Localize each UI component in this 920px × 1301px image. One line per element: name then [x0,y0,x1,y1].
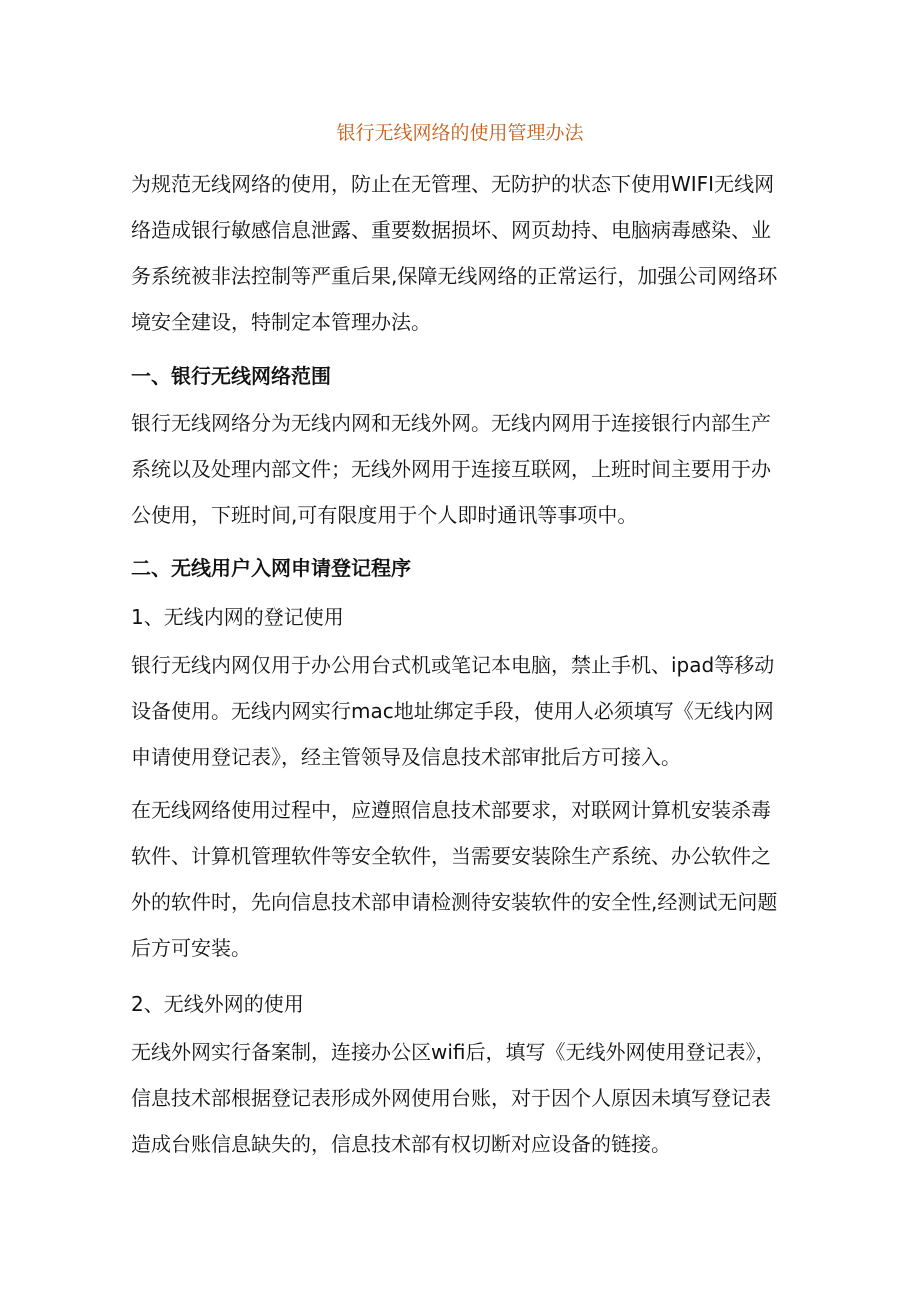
text-line: 申请使用登记表》，经主管领导及信息技术部审批后方可接入。 [131,745,681,769]
paragraph-outer-usage [131,1029,791,1167]
heading-text: 二、无线用户入网申请登记程序 [131,556,411,580]
text-line: 银行无线内网仅用于办公用台式机或笔记本电脑，禁止手机、ipad等移动 [131,653,775,677]
text-line: 为规范无线网络的使用，防止在无管理、无防护的状态下使用WIFI无线网 [131,172,775,196]
paragraph-inner-usage [131,642,791,780]
text-line: 境安全建设，特制定本管理办法。 [131,310,431,334]
heading-text: 一、银行无线网络范围 [131,364,331,388]
section-heading-2 [131,545,791,591]
section-heading-1 [131,353,791,399]
paragraph-scope [131,400,791,538]
subsection-heading-1 [131,594,791,640]
text-line: 系统以及处理内部文件；无线外网用于连接互联网，上班时间主要用于办 [131,457,771,481]
text-line: 信息技术部根据登记表形成外网使用台账，对于因个人原因未填写登记表 [131,1086,771,1110]
text-line: 务系统被非法控制等严重后果,保障无线网络的正常运行，加强公司网络环 [131,264,778,288]
subsection-heading-2 [131,981,791,1027]
subheading-text: 2、无线外网的使用 [131,992,304,1016]
text-line: 络造成银行敏感信息泄露、重要数据损坏、网页劫持、电脑病毒感染、业 [131,218,771,242]
paragraph-inner-security [131,787,791,971]
text-line: 银行无线网络分为无线内网和无线外网。无线内网用于连接银行内部生产 [131,411,771,435]
text-line: 软件、计算机管理软件等安全软件，当需要安装除生产系统、办公软件之 [131,844,771,868]
paragraph-intro [131,161,791,345]
subheading-text: 1、无线内网的登记使用 [131,605,344,629]
document-title: 银行无线网络的使用管理办法 [336,122,584,144]
text-line: 造成台账信息缺失的，信息技术部有权切断对应设备的链接。 [131,1132,671,1156]
text-line: 无线外网实行备案制，连接办公区wifi后，填写《无线外网使用登记表》， [131,1040,776,1064]
text-line: 在无线网络使用过程中，应遵照信息技术部要求，对联网计算机安装杀毒 [131,798,771,822]
text-line: 后方可安装。 [131,936,251,960]
text-line: 外的软件时，先向信息技术部申请检测待安装软件的安全性,经测试无问题 [131,890,778,914]
text-line: 设备使用。无线内网实行mac地址绑定手段，使用人必须填写《无线内网 [131,699,774,723]
text-line: 公使用，下班时间,可有限度用于个人即时通讯等事项中。 [131,503,638,527]
